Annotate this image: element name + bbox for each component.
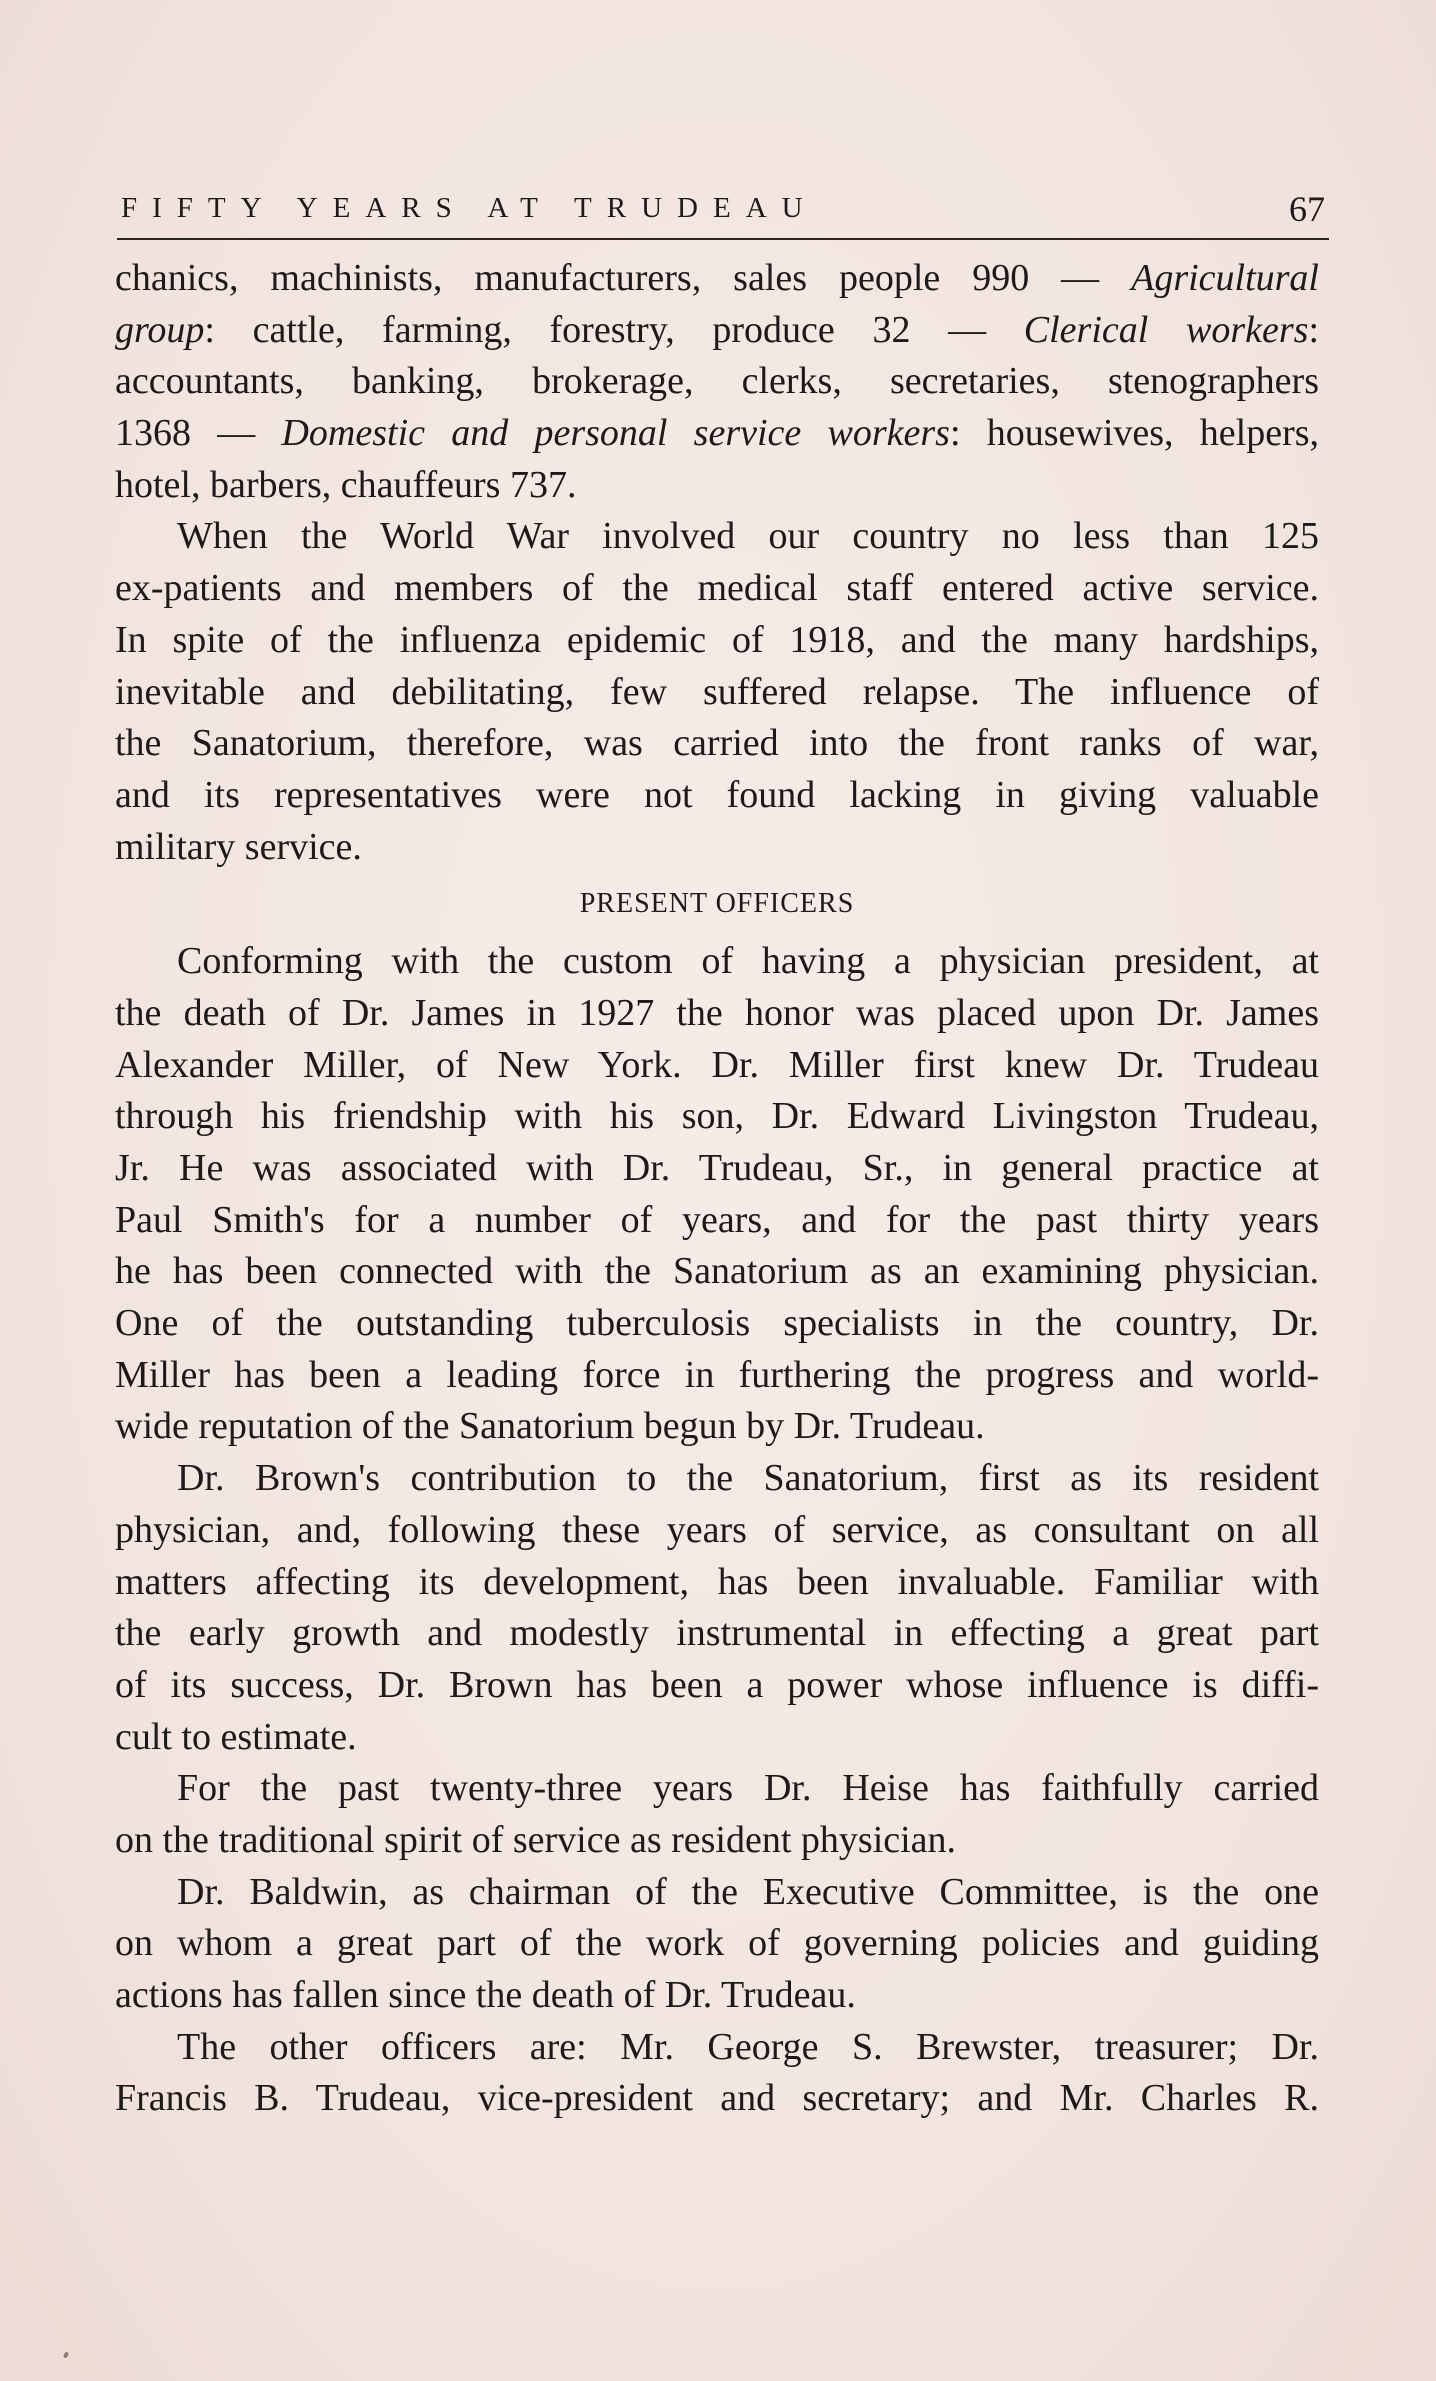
text-line: [115, 253, 1319, 305]
section-heading: PRESENT OFFICERS: [579, 888, 855, 920]
text-line: Francis B. Trudeau, vice-president and secretary; and Mr. Charles R.: [115, 2077, 1319, 2120]
paragraph-world-war: [115, 511, 1319, 873]
text-line: [115, 408, 1319, 460]
text-line: The other officers are: Mr. George S. Brewster, treasurer; Dr.: [177, 2025, 1319, 2068]
text-line: the Sanatorium, therefore, was carried into the front ranks of war,: [115, 722, 1319, 765]
paragraph-heise: [115, 1763, 1319, 1866]
text-line: Miller has been a leading force in furthering the progress and world-: [115, 1353, 1319, 1396]
text-line: In spite of the influenza epidemic of 1918, and the many hardships,: [115, 618, 1319, 661]
text-line: on whom a great part of the work of governing policies and guiding: [115, 1922, 1319, 1965]
paper-speck: [63, 2351, 69, 2358]
text-line: he has been connected with the Sanatorium as an examining physician.: [115, 1250, 1319, 1293]
text-line: For the past twenty-three years Dr. Heise has faithfully carried: [177, 1767, 1319, 1810]
text-span: : housewives, helpers,: [949, 412, 1320, 455]
text-line: cult to estimate.: [115, 1715, 357, 1758]
text-line: When the World War involved our country no less than 125: [177, 515, 1319, 558]
italic-term: Domestic and personal service workers: [281, 412, 950, 455]
text-line: Conforming with the custom of having a physician president, at: [177, 940, 1319, 983]
text-line: actions has fallen since the death of Dr. Trudeau.: [115, 1974, 856, 2016]
paragraph-miller: [115, 936, 1319, 1453]
text-span: chanics, machinists, manufacturers, sales people 990 —: [115, 257, 1132, 299]
italic-term: Clerical workers: [1023, 308, 1309, 351]
text-line: the early growth and modestly instrumental in effecting a great part: [115, 1612, 1319, 1655]
paragraph-occupations: [115, 253, 1319, 511]
page-number: 67: [1289, 189, 1325, 229]
text-line: of its success, Dr. Brown has been a power whose influence is diffi-: [115, 1663, 1319, 1706]
paragraph-baldwin: [115, 1867, 1319, 2022]
text-line: on the traditional spirit of service as resident physician.: [115, 1818, 957, 1861]
text-line: Dr. Brown's contribution to the Sanatorium, first as its resident: [177, 1457, 1319, 1500]
text-span: : cattle, farming, forestry, produce 32 —: [204, 308, 1024, 351]
text-line: accountants, banking, brokerage, clerks, secretaries, stenographers: [115, 360, 1319, 403]
text-span: 1368 —: [115, 412, 282, 455]
text-line: Paul Smith's for a number of years, and for the past thirty years: [115, 1198, 1319, 1241]
text-line: [115, 305, 1319, 357]
text-line: matters affecting its development, has been invaluable. Familiar with: [115, 1560, 1319, 1603]
text-line: One of the outstanding tuberculosis specialists in the country, Dr.: [115, 1302, 1319, 1345]
text-line: ex-patients and members of the medical staff entered active service.: [115, 567, 1319, 610]
paragraph-brown: [115, 1453, 1319, 1763]
text-line: Dr. Baldwin, as chairman of the Executive Committee, is the one: [177, 1870, 1319, 1913]
running-head: [117, 188, 1329, 240]
text-line: the death of Dr. James in 1927 the honor was placed upon Dr. James: [115, 991, 1319, 1034]
text-line: wide reputation of the Sanatorium begun by Dr. Trudeau.: [115, 1405, 985, 1448]
text-line: physician, and, following these years of service, as consultant on all: [115, 1508, 1319, 1551]
text-line: military service.: [115, 825, 362, 868]
text-line: Jr. He was associated with Dr. Trudeau, Sr., in general practice at: [115, 1147, 1319, 1189]
italic-term: group: [115, 308, 205, 351]
body-text: [115, 253, 1319, 2125]
running-title: FIFTY YEARS AT TRUDEAU: [121, 192, 818, 224]
text-line: through his friendship with his son, Dr. Edward Livingston Trudeau,: [115, 1095, 1319, 1138]
italic-term: Agricultural: [1131, 257, 1319, 299]
text-line: and its representatives were not found lacking in giving valuable: [115, 773, 1319, 816]
text-line: inevitable and debilitating, few suffered relapse. The influence of: [115, 670, 1319, 713]
text-line: Alexander Miller, of New York. Dr. Miller first knew Dr. Trudeau: [115, 1043, 1319, 1086]
text-span: :: [1308, 308, 1319, 351]
text-line: hotel, barbers, chauffeurs 737.: [115, 463, 577, 506]
paragraph-other-officers: [115, 2022, 1319, 2125]
